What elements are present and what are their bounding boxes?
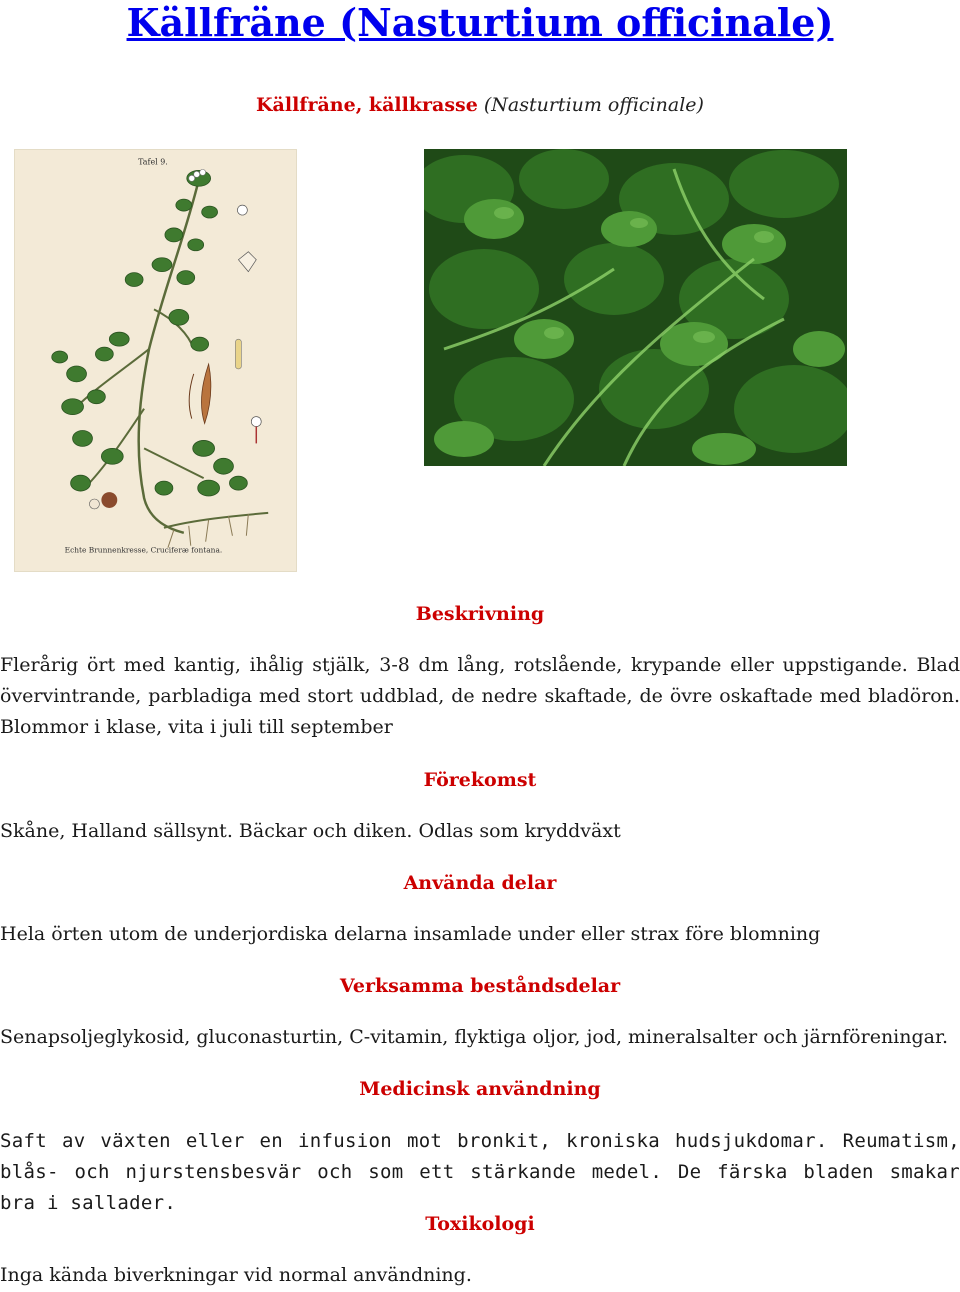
section-text-beskrivning: Flerårig ört med kantig, ihålig stjälk, 3-8 dm lång, rotslående, krypande eller uppstigande. Blad övervintrande, parbladiga med stort uddblad, de nedre skaftade, de övre oskaftade med bladöron. Blommor i klase, vita i juli till september [0, 654, 960, 738]
section-heading-toxikologi: Toxikologi [425, 1213, 535, 1235]
subtitle-latin-name: (Nasturtium officinale) [483, 94, 704, 116]
page-title[interactable]: Källfräne (Nasturtium officinale) [126, 0, 834, 45]
section-heading-anvanda-delar: Använda delar [403, 872, 557, 894]
section-text-toxikologi: Inga kända biverkningar vid normal användning. [0, 1264, 472, 1286]
watercress-photo [424, 149, 847, 466]
plate-label: Tafel 9. [138, 157, 168, 167]
section-heading-verksamma-bestandsdelar: Verksamma beståndsdelar [339, 975, 621, 997]
page-subtitle [0, 92, 960, 118]
section-text-anvanda-delar: Hela örten utom de underjordiska delarna insamlade under eller strax före blomning [0, 923, 821, 945]
section-heading-forekomst: Förekomst [423, 769, 537, 791]
illustration-caption: Echte Brunnenkresse, Cruciferæ fontana. [64, 545, 223, 555]
section-text-medicinsk-anvandning: Saft av växten eller en infusion mot bronkit, kroniska hudsjukdomar. Reumatism, blås- och njurstensbesvär och som ett stärkande medel. De färska bladen smakar bra i sallader. [0, 1130, 960, 1214]
subtitle-common-names: Källfräne, källkrasse [256, 94, 478, 116]
section-text-forekomst: Skåne, Halland sällsynt. Bäckar och diken. Odlas som kryddväxt [0, 820, 621, 842]
section-heading-medicinsk-anvandning: Medicinsk användning [359, 1078, 601, 1100]
botanical-illustration [14, 149, 297, 572]
section-text-verksamma-bestandsdelar: Senapsoljeglykosid, gluconasturtin, C-vitamin, flyktiga oljor, jod, mineralsalter och järnföreningar. [0, 1026, 949, 1048]
section-heading-beskrivning: Beskrivning [415, 603, 545, 625]
